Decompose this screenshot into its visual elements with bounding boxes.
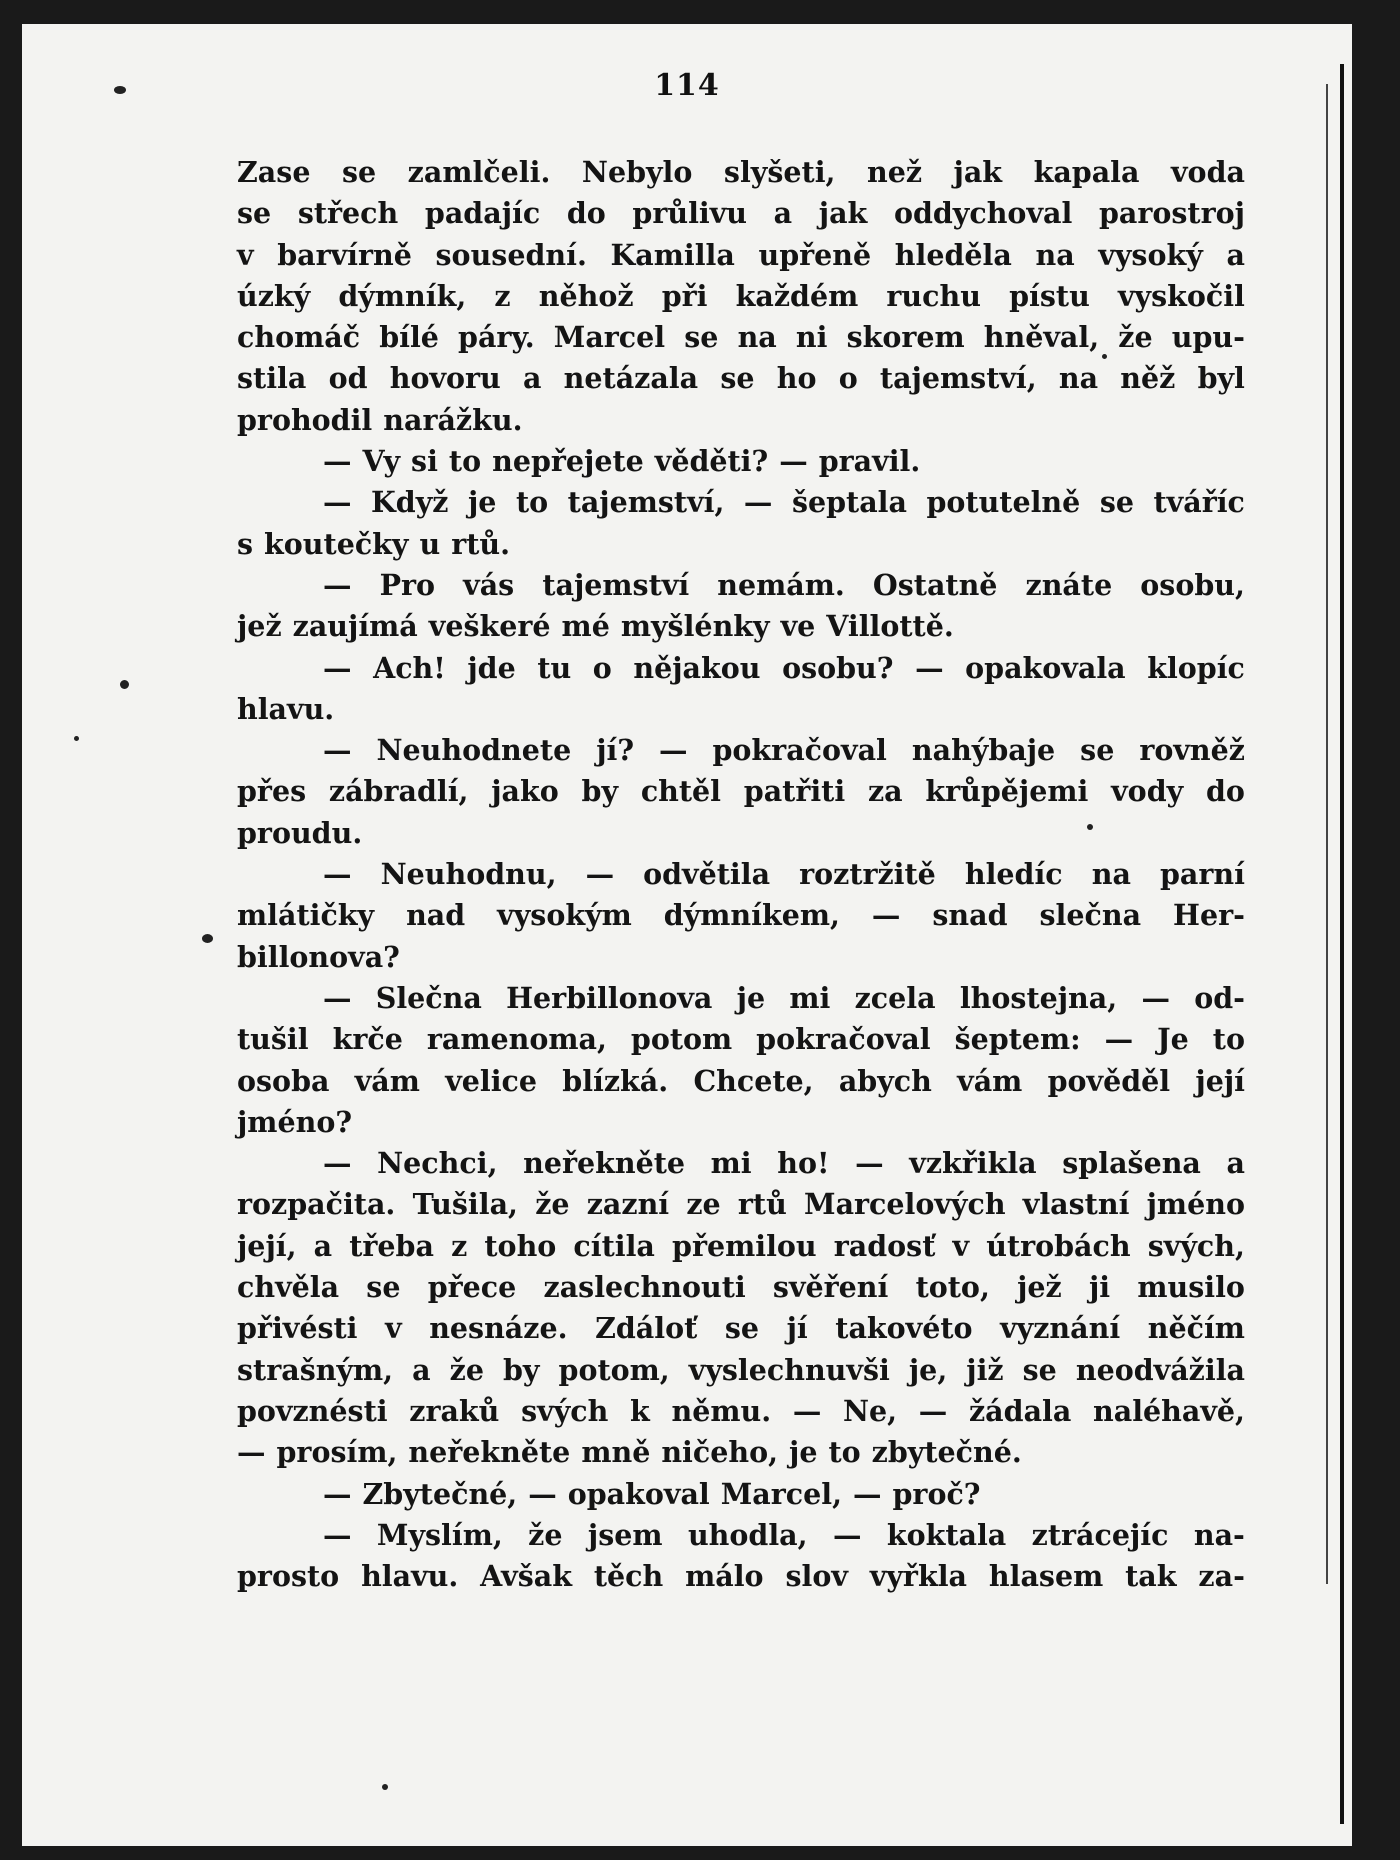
text-line: její, a třeba z toho cítila přemilou radosť v útrobách svých,	[237, 1228, 1245, 1263]
text-line: mlátičky nad vysokým dýmníkem, — snad slečna Her-	[237, 898, 1245, 933]
scan-speck	[1102, 354, 1107, 359]
scan-speck	[202, 934, 213, 943]
text-line: proudu.	[237, 815, 363, 850]
text-line: — Když je to tajemství, — šeptala potutelně se tváříc	[323, 485, 1245, 520]
text-line: prosto hlavu. Avšak těch málo slov vyřkla hlasem tak za-	[237, 1559, 1245, 1594]
body-text	[237, 152, 1245, 1597]
text-line: s koutečky u rtů.	[237, 526, 511, 561]
text-line: přivésti v nesnáze. Zdáloť se jí takovéto vyznání něčím	[237, 1311, 1245, 1346]
text-line: hlavu.	[237, 691, 335, 726]
text-line: jméno?	[237, 1104, 353, 1139]
text-line: — Ach! jde tu o nějakou osobu? — opakovala klopíc	[323, 650, 1245, 685]
page-number: 114	[654, 68, 720, 103]
binding-edge	[1340, 64, 1344, 1824]
text-line: chvěla se přece zaslechnouti svěření toto, jež ji musilo	[237, 1270, 1245, 1305]
text-line: v barvírně sousední. Kamilla upřeně hleděla na vysoký a	[237, 237, 1245, 272]
book-page	[22, 24, 1352, 1846]
text-line: — Myslím, že jsem uhodla, — koktala ztrácejíc na-	[323, 1517, 1245, 1552]
scan-speck	[382, 1784, 388, 1790]
text-line: prohodil narážku.	[237, 402, 523, 437]
text-line: billonova?	[237, 939, 400, 974]
text-line: — Pro vás tajemství nemám. Ostatně znáte osobu,	[323, 567, 1245, 602]
text-line: — Neuhodnu, — odvětila roztržitě hledíc na parní	[323, 857, 1245, 892]
text-line: přes zábradlí, jako by chtěl patřiti za krůpějemi vody do	[237, 774, 1245, 809]
text-line: osoba vám velice blízká. Chcete, abych vám pověděl její	[237, 1063, 1245, 1098]
scan-speck	[120, 680, 129, 689]
text-line: — Neuhodnete jí? — pokračoval nahýbaje se rovněž	[323, 733, 1245, 768]
text-line: — Slečna Herbillonova je mi zcela lhostejna, — od-	[323, 980, 1245, 1015]
text-line: úzký dýmník, z něhož při každém ruchu pístu vyskočil	[237, 278, 1245, 313]
text-line: jež zaujímá veškeré mé myšlénky ve Villottě.	[237, 609, 954, 644]
text-line: povznésti zraků svých k němu. — Ne, — žádala naléhavě,	[237, 1393, 1245, 1428]
scan-speck	[114, 86, 126, 94]
text-line: chomáč bílé páry. Marcel se na ni skorem hněval, že upu-	[237, 320, 1245, 355]
text-line: — prosím, neřekněte mně ničeho, je to zbytečné.	[237, 1435, 1022, 1470]
scan-speck	[74, 736, 79, 741]
text-line: stila od hovoru a netázala se ho o tajemství, na něž byl	[237, 361, 1245, 396]
text-line: tušil krče ramenoma, potom pokračoval šeptem: — Je to	[237, 1022, 1245, 1057]
binding-shadow	[1326, 84, 1328, 1584]
text-line: rozpačita. Tušila, že zazní ze rtů Marcelových vlastní jméno	[237, 1187, 1245, 1222]
text-line: se střech padajíc do průlivu a jak oddychoval parostroj	[237, 196, 1245, 231]
text-line: — Nechci, neřekněte mi ho! — vzkřikla splašena a	[323, 1146, 1245, 1181]
text-line: Zase se zamlčeli. Nebylo slyšeti, než jak kapala voda	[237, 155, 1245, 189]
text-line: — Vy si to nepřejete věděti? — pravil.	[323, 444, 921, 479]
text-line: — Zbytečné, — opakoval Marcel, — proč?	[323, 1476, 981, 1511]
text-line: strašným, a že by potom, vyslechnuvši je, již se neodvážila	[237, 1352, 1245, 1387]
scan-speck	[1087, 824, 1093, 830]
